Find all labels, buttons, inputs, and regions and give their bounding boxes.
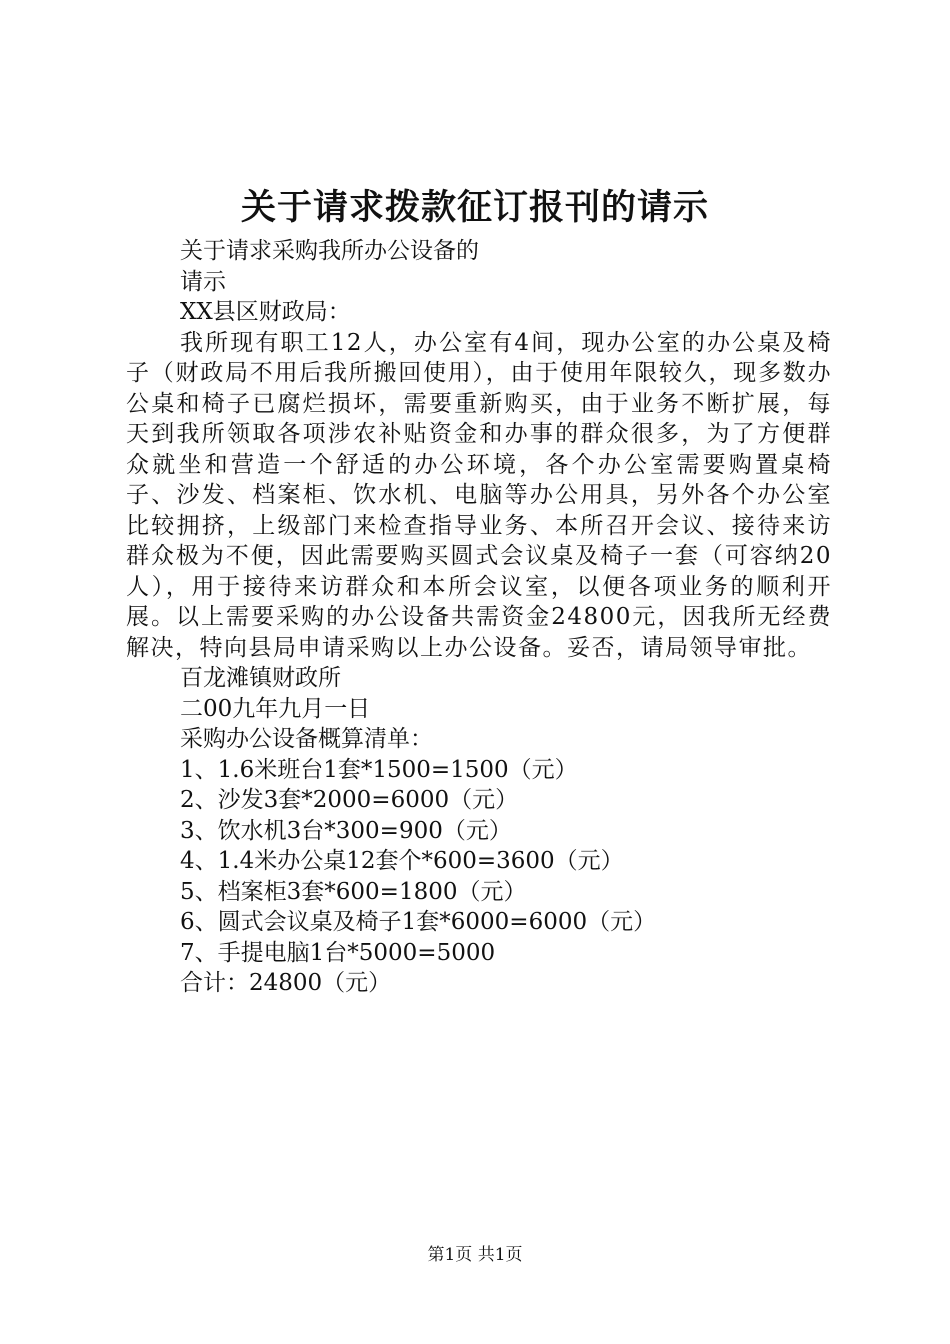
addressee: XX县区财政局：: [180, 299, 351, 325]
list-item: 3、饮水机3台*300=900（元）: [180, 817, 512, 844]
subtitle-line-2: 请示: [180, 268, 226, 295]
list-item: 2、沙发3套*2000=6000（元）: [180, 787, 519, 813]
list-item: 7、手提电脑1台*5000=5000: [180, 939, 496, 966]
list-item: 1、1.6米班台1套*1500=1500（元）: [180, 756, 578, 783]
list-heading: 采购办公设备概算清单：: [180, 726, 433, 752]
subtitle-line-1: 关于请求采购我所办公设备的: [180, 238, 479, 264]
document-body: [126, 236, 832, 999]
total-line: 合计：24800（元）: [180, 970, 392, 996]
body-paragraph: 我所现有职工12人，办公室有4间，现办公室的办公桌及椅子（财政局不用后我所搬回使用），由于使用年限较久，现多数办公桌和椅子已腐烂损坏，需要重新购买，由于业务不断扩展，每天到我所领取各项涉农补贴资金和办事的群众很多，为了方便群众就坐和营造一个舒适的办公环境，各个办公室需要购置桌椅子、沙发、档案柜、饮水机、电脑等办公用具，另外各个办公室比较拥挤，上级部门来检查指导业务、本所召开会议、接待来访群众极为不便，因此需要购买圆式会议桌及椅子一套（可容纳20人），用于接待来访群众和本所会议室，以便各项业务的顺利开展。以上需要采购的办公设备共需资金24800元，因我所无经费解决，特向县局申请采购以上办公设备。妥否，请局领导审批。: [126, 329, 832, 661]
signature: 百龙滩镇财政所: [180, 665, 341, 691]
list-item: 6、圆式会议桌及椅子1套*6000=6000（元）: [180, 909, 657, 935]
list-item: 4、1.4米办公桌12套个*600=3600（元）: [180, 848, 624, 874]
list-item: 5、档案柜3套*600=1800（元）: [180, 878, 527, 905]
date: 二00九年九月一日: [180, 695, 371, 722]
page-footer: 第1页 共1页: [427, 1245, 523, 1265]
document-title: 关于请求拨款征订报刊的请示: [240, 187, 709, 228]
